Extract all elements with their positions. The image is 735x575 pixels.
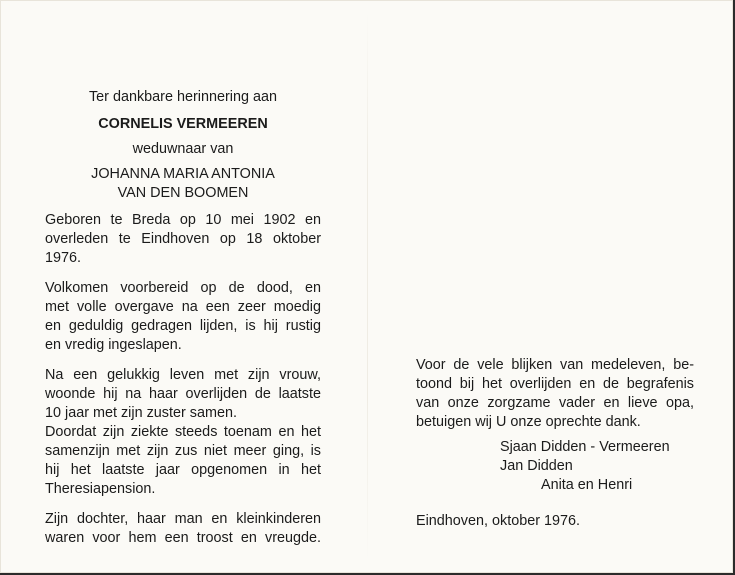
paragraph-line: hij het laatste jaar opgenomen in het: [45, 462, 321, 478]
paragraph-line: Volkomen voorbereid op de dood, en: [45, 280, 321, 296]
life-paragraph: [45, 366, 321, 423]
paragraph-line: Theresiapension.: [45, 481, 156, 497]
signatures: [416, 438, 694, 495]
place-date: Eindhoven, oktober 1976.: [416, 513, 581, 529]
paragraph-line: toond bij het overlijden en de begrafenis: [416, 376, 694, 392]
paragraph-line: en vredig ingeslapen.: [45, 337, 182, 353]
signature-jan: Jan Didden: [500, 458, 573, 474]
signature-anita-henri: Anita en Henri: [541, 477, 633, 493]
paragraph-line: woonde hij na haar overlijden de laatste: [45, 386, 321, 402]
illness-paragraph: [45, 423, 321, 499]
paragraph-line: en geduldig gedragen lijden, is hij rustig: [45, 318, 321, 334]
left-page: [45, 88, 321, 548]
paragraph-line: van onze zorgzame vader en lieve opa,: [416, 395, 694, 411]
birth-death-paragraph: [45, 211, 321, 268]
paragraph-line: Geboren te Breda op 10 mei 1902 en: [45, 212, 321, 228]
deceased-name: CORNELIS VERMEEREN: [98, 116, 268, 132]
signature-sjaan: Sjaan Didden - Vermeeren: [500, 439, 670, 455]
thanks-paragraph: [416, 356, 694, 432]
paragraph-line: Zijn dochter, haar man en kleinkinderen: [45, 511, 321, 527]
paragraph-line: samenzijn met zijn zus niet meer ging, is: [45, 443, 321, 459]
paragraph-line: betuigen wij U onze oprechte dank.: [416, 414, 641, 430]
paragraph-line: Na een gelukkig leven met zijn vrouw,: [45, 367, 321, 383]
paragraph-line: 1976.: [45, 250, 82, 266]
paragraph-line: waren voor hem een troost en vreugde.: [45, 530, 321, 546]
widow-of-label: weduwnaar van: [132, 141, 234, 157]
paragraph-line: met volle overgave na een zeer moedig: [45, 299, 321, 315]
family-paragraph: [45, 510, 321, 548]
right-page: [416, 356, 694, 531]
spouse-name-line2: VAN DEN BOOMEN: [117, 185, 249, 201]
paragraph-line: Doordat zijn ziekte steeds toenam en het: [45, 424, 321, 440]
paragraph-line: 10 jaar met zijn zuster samen.: [45, 405, 237, 421]
spouse-name-line1: JOHANNA MARIA ANTONIA: [91, 166, 275, 182]
card-fold-line: [367, 10, 368, 563]
paragraph-line: Voor de vele blijken van medeleven, be-: [416, 357, 694, 373]
paragraph-line: overleden te Eindhoven op 18 oktober: [45, 231, 321, 247]
remembrance-heading: Ter dankbare herinnering aan: [88, 89, 277, 105]
passing-paragraph: [45, 279, 321, 355]
